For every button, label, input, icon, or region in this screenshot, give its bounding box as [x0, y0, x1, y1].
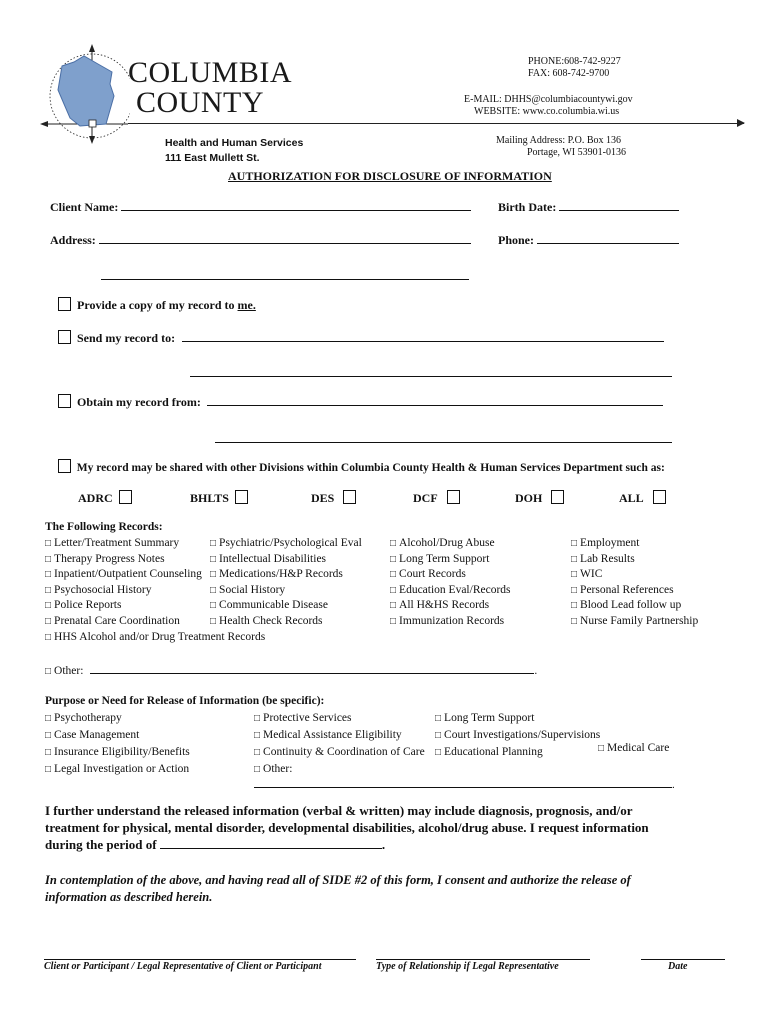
purpose-option[interactable]: □ Protective Services [254, 712, 352, 724]
record-option[interactable]: □ HHS Alcohol and/or Drug Treatment Records [45, 630, 266, 643]
division-all[interactable]: ALL [619, 490, 666, 506]
client-signature-label: Client or Participant / Legal Representative of Client or Participant [44, 961, 322, 972]
records-col4 [571, 536, 698, 630]
record-option[interactable]: □ Employment [571, 537, 640, 549]
purpose-option[interactable]: □ Other: [254, 763, 293, 775]
client-name-field[interactable] [121, 200, 471, 211]
mailing-address-line2: Portage, WI 53901-0136 [527, 147, 626, 158]
record-option[interactable]: □ Psychiatric/Psychological Eval [210, 537, 362, 549]
address-label: Address: [50, 233, 96, 247]
client-signature-field[interactable] [44, 949, 356, 960]
records-other-field[interactable] [90, 663, 534, 674]
division-bhlts[interactable]: BHLTS [190, 490, 248, 506]
header-website: WEBSITE: www.co.columbia.wi.us [474, 106, 620, 117]
shared-record-checkbox[interactable] [58, 459, 71, 473]
division-dcf-checkbox[interactable] [447, 490, 460, 504]
relationship-field[interactable] [376, 949, 590, 960]
header-email: E-MAIL: DHHS@columbiacountywi.gov [464, 94, 633, 105]
purpose-option[interactable]: □ Continuity & Coordination of Care [254, 746, 425, 758]
record-option[interactable]: □ Immunization Records [390, 614, 505, 627]
relationship-label: Type of Relationship if Legal Representative [376, 961, 559, 972]
record-option[interactable]: □ Inpatient/Outpatient Counseling [45, 568, 202, 581]
purpose-option[interactable]: □ Psychotherapy [45, 712, 122, 724]
purpose-other-field[interactable] [254, 777, 672, 788]
purpose-option[interactable]: □ Long Term Support [435, 712, 535, 724]
record-option[interactable]: □ All H&HS Records [390, 599, 490, 612]
address-field-line2[interactable] [101, 269, 469, 280]
consent-line1: In contemplation of the above, and having read all of SIDE #2 of this form, I consent and authorize the release of [45, 873, 631, 887]
records-col2 [210, 536, 362, 630]
dept-name: Health and Human Services [165, 137, 304, 149]
obtain-record-label: Obtain my record from: [77, 395, 201, 409]
record-option[interactable]: □ Education Eval/Records [390, 583, 511, 596]
purpose-col2 [254, 710, 425, 778]
date-label: Date [668, 961, 688, 972]
obtain-record-checkbox[interactable] [58, 394, 71, 408]
record-option[interactable]: □ Long Term Support [390, 552, 490, 565]
consent-line2: information as described herein. [45, 890, 213, 904]
purpose-option[interactable]: □ Educational Planning [435, 746, 543, 758]
purpose-option[interactable]: □ Medical Assistance Eligibility [254, 729, 402, 741]
mailing-address-line1: Mailing Address: P.O. Box 136 [496, 135, 622, 146]
division-des-checkbox[interactable] [343, 490, 356, 504]
record-option[interactable]: □ Psychosocial History [45, 583, 152, 596]
client-name-label: Client Name: [50, 200, 119, 214]
logo-text-line1: COLUMBIA [128, 56, 293, 89]
division-dcf[interactable]: DCF [413, 490, 460, 506]
records-col3 [390, 536, 511, 630]
division-adrc-checkbox[interactable] [119, 490, 132, 504]
record-option[interactable]: □ Nurse Family Partnership [571, 614, 699, 627]
page-title: AUTHORIZATION FOR DISCLOSURE OF INFORMATION [228, 169, 552, 183]
record-option[interactable]: □ Lab Results [571, 552, 635, 565]
obtain-record-field[interactable] [207, 395, 663, 406]
purpose-option[interactable]: □ Case Management [45, 729, 140, 741]
birth-date-field[interactable] [559, 200, 679, 211]
record-option[interactable]: □ WIC [571, 568, 603, 581]
statement-line3: during the period of [45, 837, 157, 852]
records-other[interactable]: □ Other: . [45, 665, 538, 677]
record-option[interactable]: □ Intellectual Disabilities [210, 552, 327, 565]
provide-copy-label: Provide a copy of my record to [77, 298, 238, 312]
phone-field[interactable] [537, 233, 679, 244]
statement-line1: I further understand the released information (verbal & written) may include diagnosis, prognosis, and/or [45, 803, 633, 818]
division-doh-checkbox[interactable] [551, 490, 564, 504]
send-record-checkbox[interactable] [58, 330, 71, 344]
birth-date-label: Birth Date: [498, 200, 557, 214]
division-des[interactable]: DES [311, 490, 356, 506]
record-option[interactable]: □ Social History [210, 583, 286, 596]
record-option[interactable]: □ Court Records [390, 568, 466, 581]
send-record-label: Send my record to: [77, 331, 176, 345]
dept-address: 111 East Mullett St. [165, 152, 260, 164]
purpose-option[interactable]: □ Insurance Eligibility/Benefits [45, 746, 190, 758]
shared-record-label: My record may be shared with other Divisions within Columbia County Health & Human Services Department such as: [76, 462, 665, 474]
purpose-col1 [45, 710, 190, 778]
record-option[interactable]: □ Therapy Progress Notes [45, 552, 165, 565]
header-phone: PHONE:608-742-9227 [528, 56, 621, 67]
division-bhlts-checkbox[interactable] [235, 490, 248, 504]
record-option[interactable]: □ Medications/H&P Records [210, 568, 343, 581]
arrow-right-icon [737, 119, 745, 127]
records-heading: The Following Records: [45, 521, 163, 533]
send-record-field-line2[interactable] [190, 366, 672, 377]
purpose-option[interactable]: □ Court Investigations/Supervisions [435, 729, 601, 741]
address-field[interactable] [99, 233, 471, 244]
provide-copy-checkbox[interactable] [58, 297, 71, 311]
period-field[interactable] [160, 837, 382, 849]
record-option[interactable]: □ Alcohol/Drug Abuse [390, 537, 495, 549]
record-option[interactable]: □ Letter/Treatment Summary [45, 537, 180, 549]
record-option[interactable]: □ Personal References [571, 583, 674, 596]
purpose-option[interactable]: □ Medical Care [598, 742, 670, 754]
records-other-label: Other: [54, 665, 84, 677]
division-doh[interactable]: DOH [515, 490, 564, 506]
logo-text-line2: COUNTY [136, 86, 264, 119]
date-field[interactable] [641, 949, 725, 960]
columbia-county-logo [40, 44, 130, 144]
record-option[interactable]: □ Health Check Records [210, 614, 323, 627]
division-all-checkbox[interactable] [653, 490, 666, 504]
division-adrc[interactable]: ADRC [78, 490, 132, 506]
record-option[interactable]: □ Police Reports [45, 599, 122, 612]
header-rule [128, 123, 744, 124]
statement-line2: treatment for physical, mental disorder, developmental disabilities, alcohol/drug abuse. I request information [45, 820, 649, 835]
purpose-col4 [598, 742, 669, 754]
purpose-heading: Purpose or Need for Release of Information (be specific): [45, 695, 325, 707]
provide-copy-me: me. [237, 298, 256, 312]
obtain-record-field-line2[interactable] [215, 432, 672, 443]
provide-copy-option[interactable] [58, 297, 256, 313]
send-record-field[interactable] [182, 331, 664, 342]
record-option[interactable]: □ Prenatal Care Coordination [45, 614, 180, 627]
header-fax: FAX: 608-742-9700 [528, 68, 610, 79]
record-option[interactable]: □ Communicable Disease [210, 599, 328, 612]
purpose-col3 [435, 710, 600, 761]
phone-label: Phone: [498, 233, 534, 247]
record-option[interactable]: □ Blood Lead follow up [571, 599, 682, 612]
purpose-option[interactable]: □ Legal Investigation or Action [45, 763, 190, 775]
